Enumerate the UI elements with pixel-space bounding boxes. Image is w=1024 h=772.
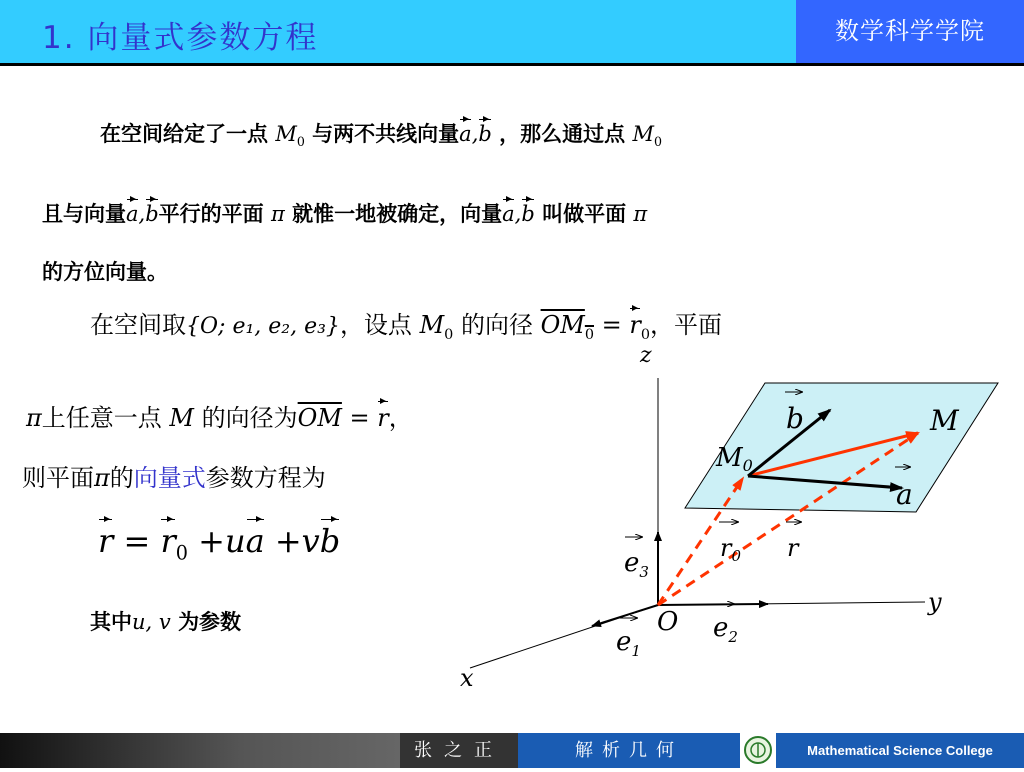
highlight-term: 向量式 (133, 464, 206, 492)
slide-title: 1. 向量式参数方程 (42, 20, 319, 56)
label-e2: $e_2$ (713, 613, 738, 646)
label-m0: M0 (716, 443, 753, 475)
text: 与两不共线向量 (312, 122, 460, 146)
vector-r0: $r_0$ (629, 311, 651, 343)
text: 且与向量 (42, 202, 126, 226)
origin-label: O (657, 607, 679, 637)
text: 的向径为 (201, 404, 298, 432)
label-e3: $e_3$ (624, 548, 649, 581)
vector-a: a (502, 202, 515, 226)
axis-label-x: x (460, 664, 474, 692)
parameters: u, v (132, 610, 171, 634)
label-r0: $r_0$ (720, 534, 742, 565)
point-m0: $M_0$ (632, 122, 662, 150)
vector-a: a (459, 122, 472, 146)
pi-symbol: π (270, 202, 285, 226)
paragraph-line-4: 在空间取{O; e₁, e₂, e₃}，设点 $M_0$ 的向径 $OM_0 = r_0$，平面 (90, 311, 723, 343)
axis-label-y: y (928, 588, 942, 616)
footer-bar (0, 733, 400, 768)
axis-label-z: z (640, 343, 652, 368)
text: 叫做平面 (542, 202, 627, 226)
vector-r: r (377, 404, 389, 432)
vector-b: b (478, 122, 492, 146)
text: 上任意一点 (41, 404, 162, 432)
pi-symbol: π (26, 404, 42, 432)
text: 在空间给定了一点 (100, 122, 268, 146)
point-m: M (169, 404, 194, 432)
pi-symbol: π (94, 464, 110, 492)
coordinate-frame: {O; e₁, e₂, e₃} (186, 314, 340, 339)
point-m0: $M_0$ (275, 122, 305, 150)
point-m0: $M_0$ (419, 311, 454, 343)
text: 则平面 (22, 464, 94, 492)
text: 平行的平面 (158, 202, 264, 226)
label-b: b (786, 402, 804, 435)
footer-author: 张之正 (400, 733, 518, 768)
text: 在空间取 (90, 311, 186, 339)
vector-om: $\overline{OM}$ (297, 404, 342, 432)
paragraph-line-5: π上任意一点 M 的向径为$\overline{OM} = r$， (26, 404, 413, 432)
text: ，设点 (339, 311, 412, 339)
label-e1: $e_1$ (616, 627, 641, 660)
basis-e1 (592, 605, 658, 626)
text: 参数方程为 (205, 464, 326, 492)
college-logo-icon (740, 733, 776, 768)
footer-college-english: Mathematical Science College (776, 733, 1024, 768)
basis-e2 (658, 604, 768, 605)
paragraph-line-1: 在空间给定了一点 $M_0$ 与两不共线向量a,b ，那么通过点 $M_0$ (100, 122, 662, 150)
vector-a: a (126, 202, 139, 226)
text: 就惟一地被确定，向量 (292, 202, 503, 226)
label-r: r (787, 534, 799, 562)
footer-course: 解析几何 (518, 733, 740, 768)
text: ，那么通过点 (499, 122, 626, 146)
parametric-equation: $r = r_0 +ua +vb$ (98, 522, 341, 565)
vector-b: b (521, 202, 535, 226)
paragraph-line-2: 且与向量a,b平行的平面 π 就惟一地被确定，向量a,b 叫做平面 π (42, 202, 648, 226)
text: 的向径 (460, 311, 533, 339)
text: 其中 (90, 610, 132, 634)
college-name: 数学科学学院 (796, 0, 1024, 63)
label-m: M (930, 404, 959, 437)
vector-b: b (145, 202, 159, 226)
text: 的 (109, 464, 134, 492)
paragraph-line-3: 的方位向量。 (42, 260, 168, 284)
label-a: a (896, 478, 913, 511)
pi-symbol: π (633, 202, 648, 226)
text: 为参数 (178, 610, 242, 634)
text: ，平面 (650, 311, 723, 339)
vector-om0: $OM_0$ (540, 311, 594, 343)
